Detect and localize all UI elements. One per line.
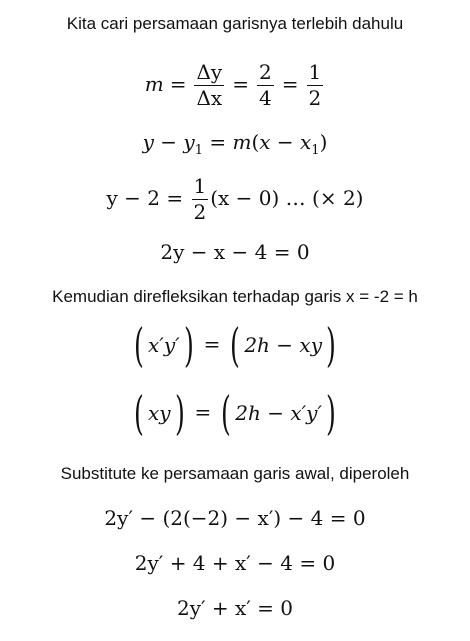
vector-2h-minus-x-y: 2h − xy: [244, 332, 322, 357]
slope-equation: m = $\frac{\Delta y}{\Delta x}$ = $\frac{2}{4}$ = $\frac{1}{2}$: [144, 60, 322, 110]
slope-fraction-2-4: $\frac{2}{4}$: [259, 60, 272, 110]
result-equation-2: 2y′ + 4 + x′ − 4 = 0: [134, 551, 336, 575]
point-slope-formula: $y - y_1 = m(x - x_1)$: [142, 130, 328, 158]
vector-2h-minus-xprime-yprime: 2h − x′y′: [235, 400, 322, 425]
result-equation-3: 2y′ + x′ = 0: [176, 596, 294, 620]
reflection-matrix-1: ( x′y′) = ( 2h − xy): [134, 318, 336, 372]
heading-reflect: Kemudian direfleksikan terhadap garis x = -2 = h: [52, 287, 418, 306]
slope-fraction-1-2: $\frac{1}{2}$: [308, 60, 322, 110]
vector-x-y: xy: [147, 400, 171, 425]
substitution-equation: y − 2 = $\frac{1}{2}$ (x − 0) … (× 2): [106, 174, 364, 224]
heading-substitute: Substitute ke persamaan garis awal, diperoleh: [60, 464, 410, 483]
reflection-matrix-2: ( xy) = ( 2h − x′y′): [134, 386, 336, 440]
vector-xprime-yprime: x′y′: [147, 332, 180, 357]
slope-fraction-delta: $\frac{\Delta y}{\Delta x}$: [196, 60, 223, 110]
slope-symbol: m: [144, 72, 164, 96]
line-equation: 2y − x − 4 = 0: [160, 240, 310, 264]
result-equation-1: 2y′ − (2(−2) − x′) − 4 = 0: [104, 506, 366, 530]
heading-find-line: Kita cari persamaan garisnya terlebih dahulu: [66, 14, 404, 33]
half-fraction: $\frac{1}{2}$: [193, 174, 207, 224]
